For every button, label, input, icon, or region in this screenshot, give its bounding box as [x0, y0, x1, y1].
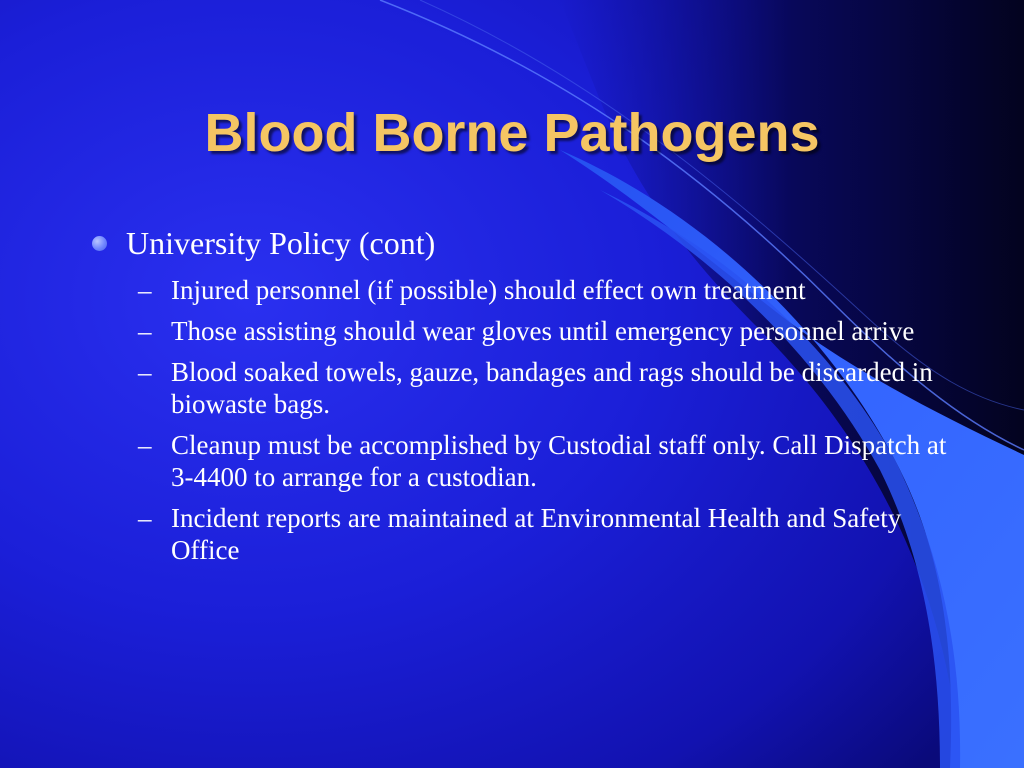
sub-bullet-item — [88, 356, 948, 420]
sub-bullet-text: Cleanup must be accomplished by Custodial staff only. Call Dispatch at 3-4400 to arrange for a custodian. — [171, 430, 947, 492]
bullet-item — [88, 222, 948, 264]
sub-bullet-item — [88, 502, 948, 566]
sub-bullet-text: Injured personnel (if possible) should effect own treatment — [171, 275, 806, 305]
dash-marker: – — [138, 357, 152, 387]
sub-bullet-item — [88, 429, 948, 493]
sub-bullet-text: Blood soaked towels, gauze, bandages and rags should be discarded in biowaste bags. — [171, 357, 933, 419]
sub-bullet-item — [88, 274, 948, 306]
slide-body — [88, 222, 948, 575]
sub-bullet-text: Those assisting should wear gloves until emergency personnel arrive — [171, 316, 915, 346]
sub-bullet-text: Incident reports are maintained at Environmental Health and Safety Office — [171, 503, 902, 565]
sub-bullet-item — [88, 315, 948, 347]
bullet-text: University Policy (cont) — [126, 225, 436, 261]
sub-bullet-list — [88, 274, 948, 566]
bullet-dot-icon — [92, 236, 107, 251]
dash-marker: – — [138, 430, 152, 460]
dash-marker: – — [138, 275, 152, 305]
dash-marker: – — [138, 316, 152, 346]
dash-marker: – — [138, 503, 152, 533]
slide-title: Blood Borne Pathogens — [204, 103, 820, 163]
